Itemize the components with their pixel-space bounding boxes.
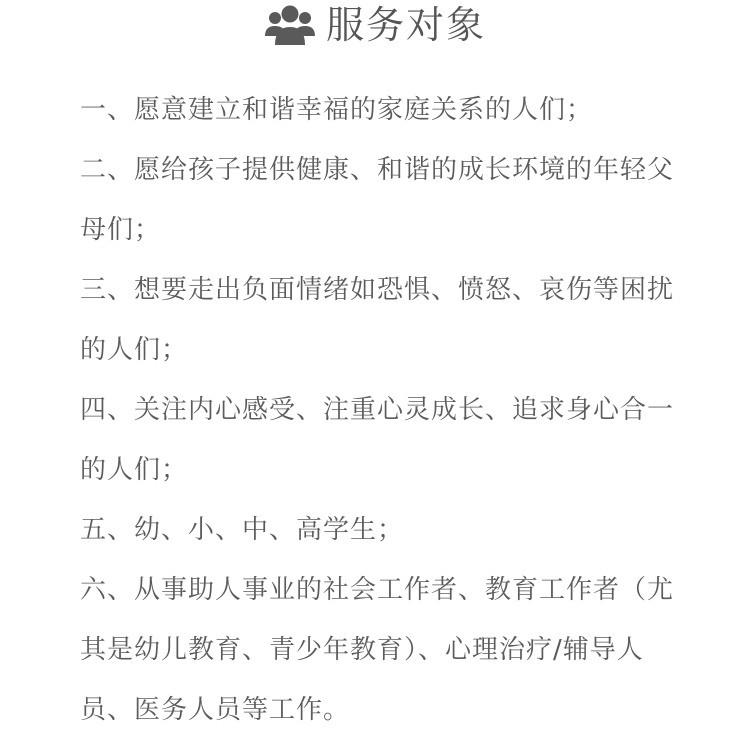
list-item: 二、愿给孩子提供健康、和谐的成长环境的年轻父母们；: [80, 155, 675, 245]
section-header: [0, 0, 750, 50]
users-icon: [264, 3, 316, 47]
list-item: 一、愿意建立和谐幸福的家庭关系的人们；: [80, 95, 594, 125]
list-item: 六、从事助人事业的社会工作者、教育工作者（尤其是幼儿教育、青少年教育）、心理治疗/辅导人员、医务人员等工作。: [80, 575, 675, 725]
service-target-list: [80, 80, 680, 740]
list-item: 五、幼、小、中、高学生；: [80, 515, 405, 545]
list-item: 三、想要走出负面情绪如恐惧、愤怒、哀伤等困扰的人们；: [80, 275, 675, 365]
list-item: 四、关注内心感受、注重心灵成长、追求身心合一的人们；: [80, 395, 675, 485]
page-title: 服务对象: [325, 3, 486, 47]
